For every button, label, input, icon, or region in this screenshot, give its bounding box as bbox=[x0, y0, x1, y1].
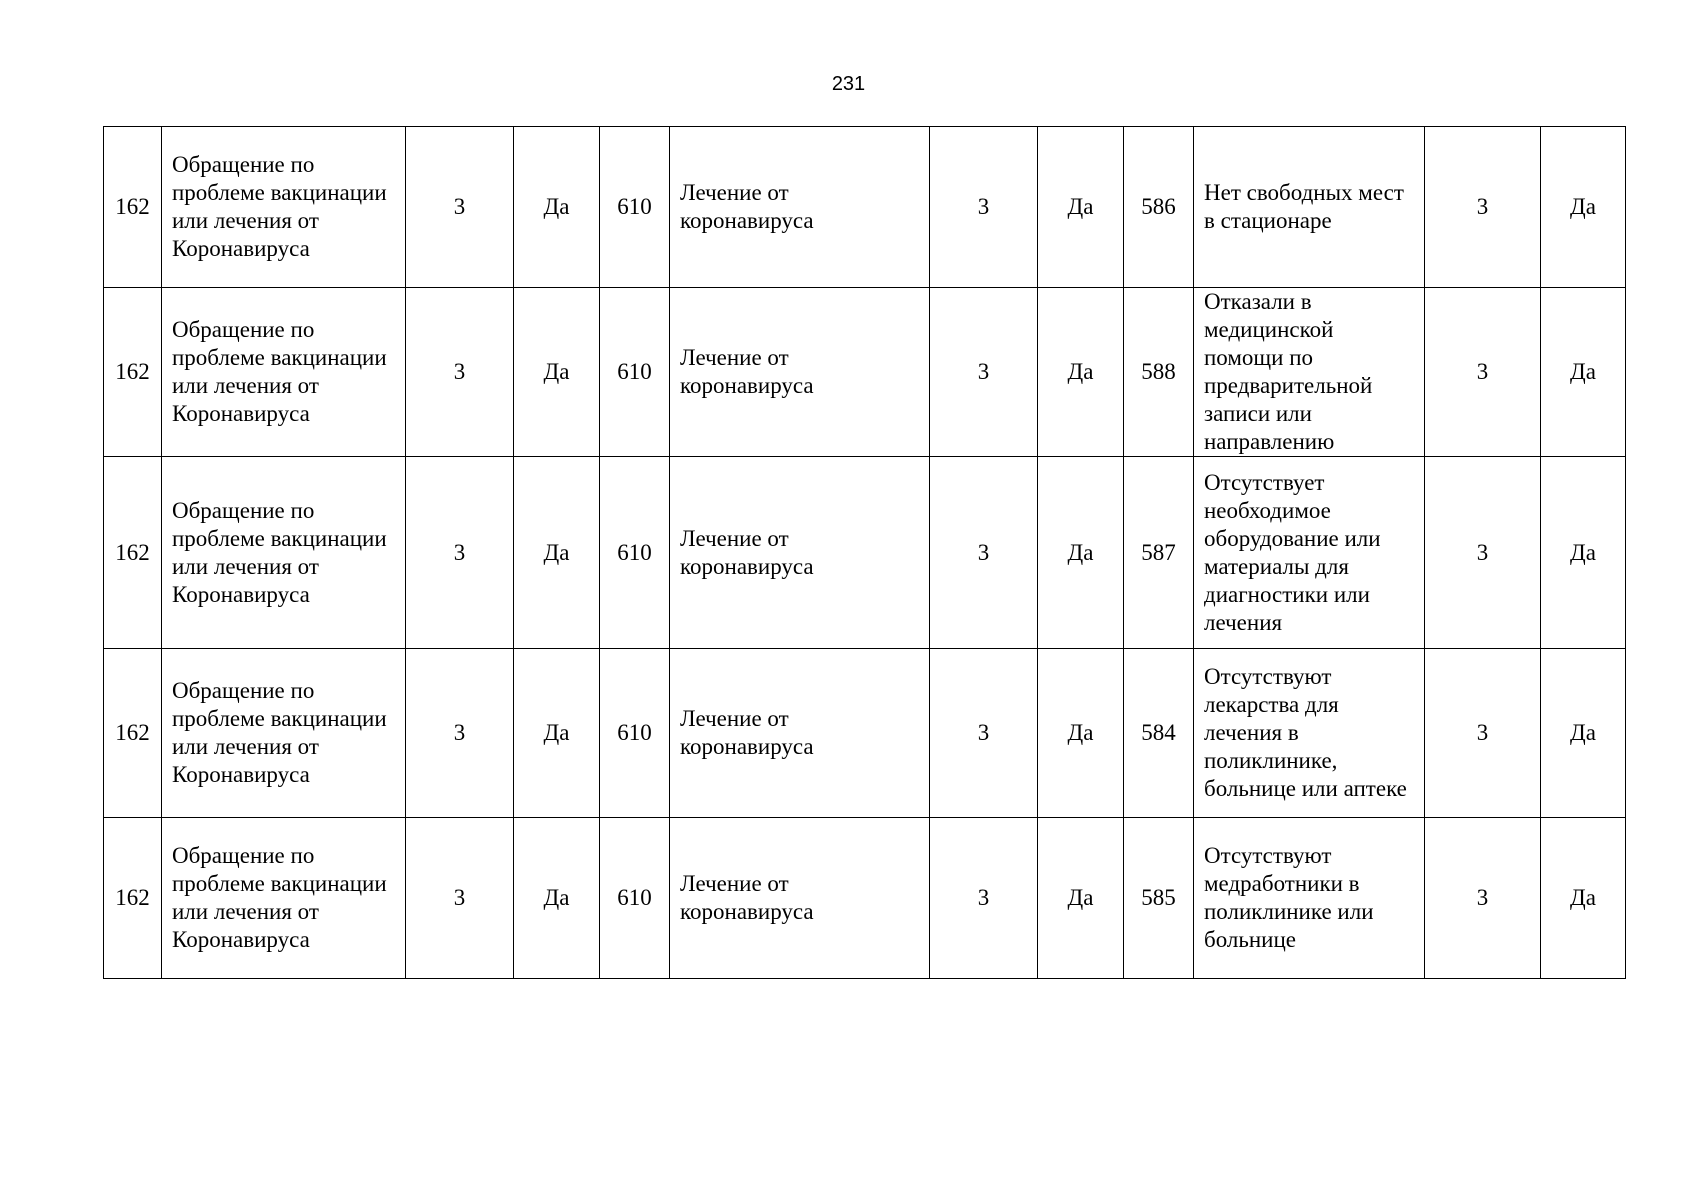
level-cell: 3 bbox=[406, 649, 514, 818]
flag-cell: Да bbox=[1038, 457, 1124, 649]
classification-table bbox=[103, 126, 1626, 979]
flag-cell: Да bbox=[1038, 649, 1124, 818]
level-cell: 3 bbox=[406, 288, 514, 457]
code-cell: 162 bbox=[104, 457, 162, 649]
subtopic-cell: Лечение от коронавируса bbox=[670, 288, 930, 457]
topic-cell: Обращение по проблеме вакцинации или лечения от Коронавируса bbox=[162, 457, 406, 649]
topic-cell: Обращение по проблеме вакцинации или лечения от Коронавируса bbox=[162, 818, 406, 979]
code-cell: 584 bbox=[1124, 649, 1194, 818]
level-cell: 3 bbox=[930, 649, 1038, 818]
table-row bbox=[104, 288, 1626, 457]
flag-cell: Да bbox=[514, 127, 600, 288]
code-cell: 587 bbox=[1124, 457, 1194, 649]
subtopic-cell: Лечение от коронавируса bbox=[670, 649, 930, 818]
subtopic-cell: Лечение от коронавируса bbox=[670, 127, 930, 288]
topic-cell: Обращение по проблеме вакцинации или лечения от Коронавируса bbox=[162, 127, 406, 288]
level-cell: 3 bbox=[406, 127, 514, 288]
code-cell: 586 bbox=[1124, 127, 1194, 288]
code-cell: 162 bbox=[104, 288, 162, 457]
code-cell: 610 bbox=[600, 457, 670, 649]
level-cell: 3 bbox=[1425, 127, 1541, 288]
level-cell: 3 bbox=[1425, 818, 1541, 979]
level-cell: 3 bbox=[930, 818, 1038, 979]
code-cell: 162 bbox=[104, 649, 162, 818]
flag-cell: Да bbox=[1038, 288, 1124, 457]
flag-cell: Да bbox=[1541, 649, 1626, 818]
code-cell: 585 bbox=[1124, 818, 1194, 979]
code-cell: 588 bbox=[1124, 288, 1194, 457]
level-cell: 3 bbox=[1425, 457, 1541, 649]
code-cell: 610 bbox=[600, 127, 670, 288]
table-row bbox=[104, 457, 1626, 649]
flag-cell: Да bbox=[1541, 127, 1626, 288]
code-cell: 610 bbox=[600, 288, 670, 457]
flag-cell: Да bbox=[514, 649, 600, 818]
topic-cell: Обращение по проблеме вакцинации или лечения от Коронавируса bbox=[162, 649, 406, 818]
issue-cell: Отказали в медицинской помощи по предварительной записи или направлению bbox=[1194, 288, 1425, 457]
level-cell: 3 bbox=[930, 457, 1038, 649]
issue-cell: Отсутствуют медработники в поликлинике или больнице bbox=[1194, 818, 1425, 979]
level-cell: 3 bbox=[930, 127, 1038, 288]
code-cell: 162 bbox=[104, 127, 162, 288]
code-cell: 162 bbox=[104, 818, 162, 979]
code-cell: 610 bbox=[600, 649, 670, 818]
flag-cell: Да bbox=[1038, 127, 1124, 288]
subtopic-cell: Лечение от коронавируса bbox=[670, 818, 930, 979]
page-number: 231 bbox=[831, 73, 866, 95]
subtopic-cell: Лечение от коронавируса bbox=[670, 457, 930, 649]
code-cell: 610 bbox=[600, 818, 670, 979]
level-cell: 3 bbox=[406, 818, 514, 979]
flag-cell: Да bbox=[1541, 457, 1626, 649]
flag-cell: Да bbox=[1038, 818, 1124, 979]
flag-cell: Да bbox=[1541, 818, 1626, 979]
flag-cell: Да bbox=[514, 457, 600, 649]
level-cell: 3 bbox=[1425, 288, 1541, 457]
level-cell: 3 bbox=[930, 288, 1038, 457]
level-cell: 3 bbox=[406, 457, 514, 649]
flag-cell: Да bbox=[514, 818, 600, 979]
flag-cell: Да bbox=[514, 288, 600, 457]
issue-cell: Отсутствует необходимое оборудование или материалы для диагностики или лечения bbox=[1194, 457, 1425, 649]
topic-cell: Обращение по проблеме вакцинации или лечения от Коронавируса bbox=[162, 288, 406, 457]
issue-cell: Отсутствуют лекарства для лечения в поликлинике, больнице или аптеке bbox=[1194, 649, 1425, 818]
issue-cell: Нет свободных мест в стационаре bbox=[1194, 127, 1425, 288]
table-row bbox=[104, 127, 1626, 288]
table-row bbox=[104, 818, 1626, 979]
table-row bbox=[104, 649, 1626, 818]
flag-cell: Да bbox=[1541, 288, 1626, 457]
level-cell: 3 bbox=[1425, 649, 1541, 818]
